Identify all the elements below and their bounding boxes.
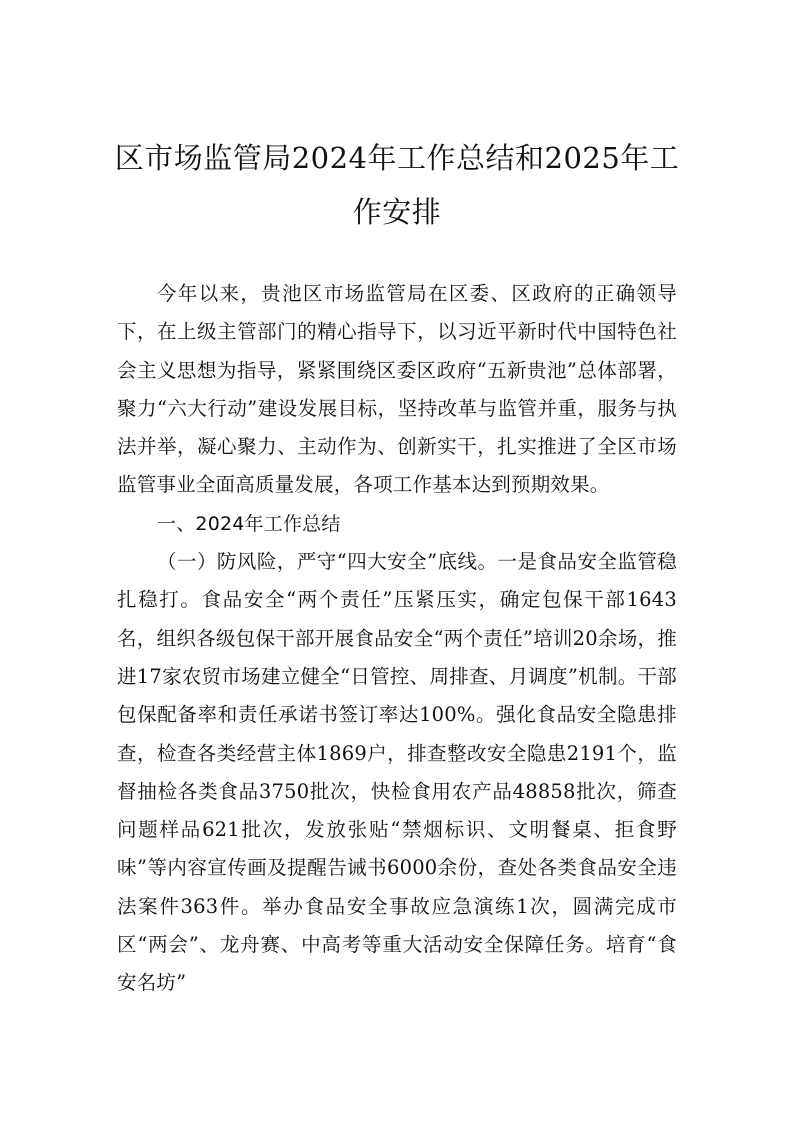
section-paragraph: （一）防风险，严守“四大安全”底线。一是食品安全监管稳扎稳打。食品安全“两个责任”压紧压实，确定包保干部1643名，组织各级包保干部开展食品安全“两个责任”培训20余场，推进17家农贸市场建立健全“日管控、周排查、月调度”机制。干部包保配备率和责任承诺书签订率达100%。强化食品安全隐患排查，检查各类经营主体1869户，排查整改安全隐患2191个，监督抽检各类食品3750批次，快检食用农产品48858批次，筛查问题样品621批次，发放张贴“禁烟标识、文明餐桌、拒食野味”等内容宣传画及提醒告诫书6000余份，查处各类食品安全违法案件363件。举办食品安全事故应急演练1次，圆满完成市区“两会”、龙舟赛、中高考等重大活动安全保障任务。培育“食安名坊” — [117, 550, 677, 995]
intro-paragraph: 今年以来，贵池区市场监管局在区委、区政府的正确领导下，在上级主管部门的精心指导下，以习近平新时代中国特色社会主义思想为指导，紧紧围绕区委区政府“五新贵池”总体部署，聚力“六大行动”建设发展目标，坚持改革与监管并重，服务与执法并举，凝心聚力、主动作为、创新实干，扎实推进了全区市场监管事业全面高质量发展，各项工作基本达到预期效果。 — [117, 282, 677, 497]
section-heading: 一、2024年工作总结 — [157, 512, 341, 535]
document-title: 区市场监管局2024年工作总结和2025年工作安排 — [114, 141, 680, 229]
document-body — [117, 275, 677, 1003]
